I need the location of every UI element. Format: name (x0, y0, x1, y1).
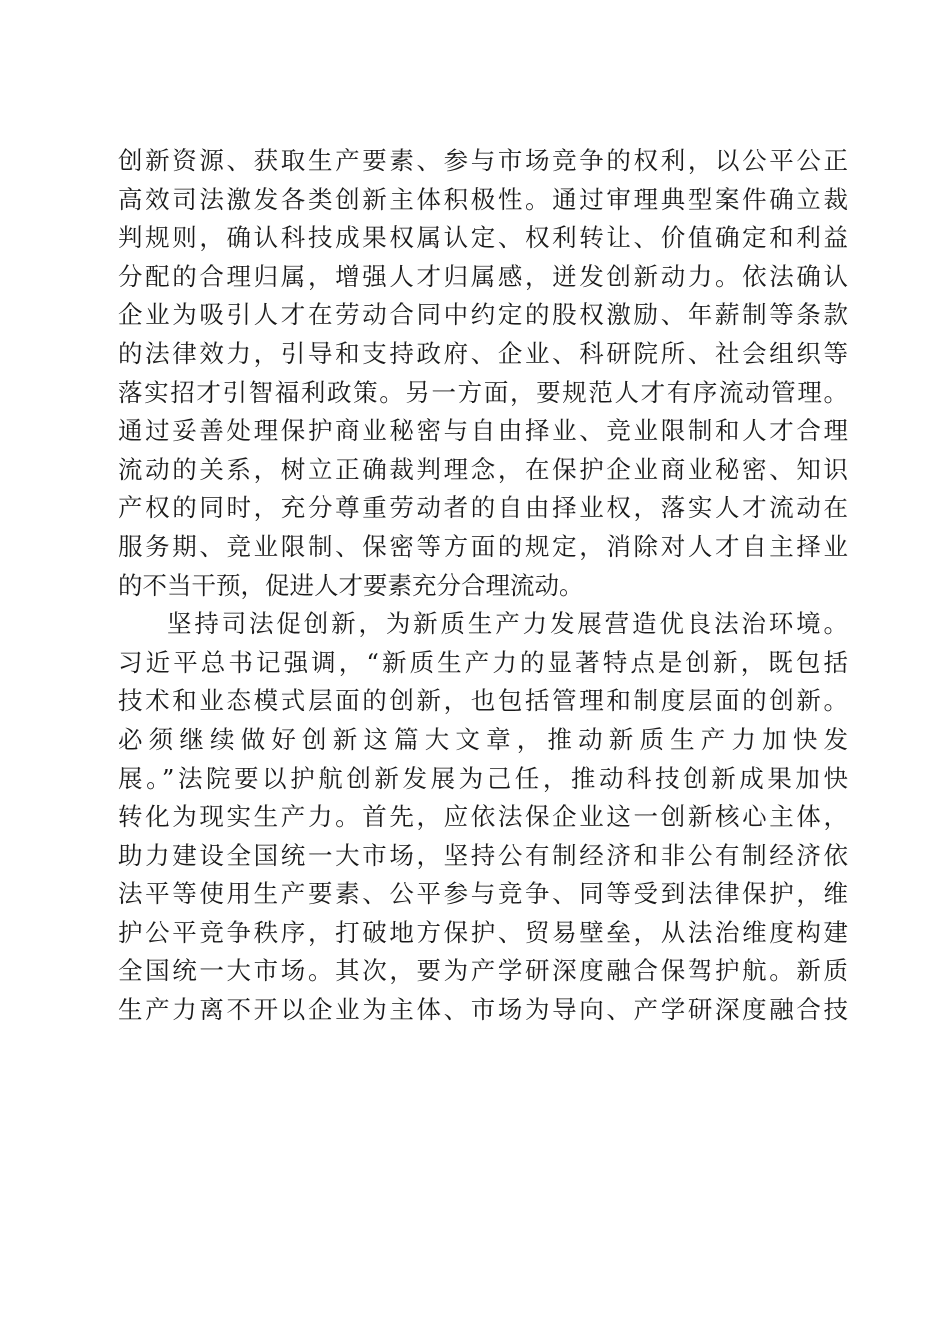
paragraph-2 (118, 605, 848, 1030)
text-line: 企业为吸引人才在劳动合同中约定的股权激励、年薪制等条款 (118, 300, 848, 330)
text-line: 法平等使用生产要素、公平参与竞争、同等受到法律保护，维 (118, 879, 848, 909)
text-line: 护公平竞争秩序，打破地方保护、贸易壁垒，从法治维度构建 (118, 917, 848, 947)
text-line: 高效司法激发各类创新主体积极性。通过审理典型案件确立裁 (118, 184, 848, 214)
text-line: 坚持司法促创新，为新质生产力发展营造优良法治环境。 (167, 609, 848, 639)
text-line: 分配的合理归属，增强人才归属感，迸发创新动力。依法确认 (118, 261, 848, 291)
text-line: 产权的同时，充分尊重劳动者的自由择业权，落实人才流动在 (118, 493, 848, 523)
text-line: 习近平总书记强调，“新质生产力的显著特点是创新，既包括 (118, 647, 848, 677)
text-line: 助力建设全国统一大市场，坚持公有制经济和非公有制经济依 (118, 840, 848, 870)
text-line: 落实招才引智福利政策。另一方面，要规范人才有序流动管理。 (118, 377, 848, 407)
text-line: 的法律效力，引导和支持政府、企业、科研院所、社会组织等 (118, 338, 848, 368)
text-line: 转化为现实生产力。首先，应依法保企业这一创新核心主体， (118, 802, 848, 832)
text-line: 流动的关系，树立正确裁判理念，在保护企业商业秘密、知识 (118, 454, 848, 484)
text-line: 创新资源、获取生产要素、参与市场竞争的权利，以公平公正 (118, 146, 848, 175)
paragraph-1 (118, 142, 848, 605)
text-line: 必须继续做好创新这篇大文章，推动新质生产力加快发 (118, 724, 848, 754)
text-line: 的不当干预，促进人才要素充分合理流动。 (118, 570, 584, 600)
text-line: 技术和业态模式层面的创新，也包括管理和制度层面的创新。 (118, 686, 848, 716)
text-line: 生产力离不开以企业为主体、市场为导向、产学研深度融合技 (118, 995, 848, 1025)
body-text (118, 142, 848, 1030)
text-line: 服务期、竞业限制、保密等方面的规定，消除对人才自主择业 (118, 531, 848, 561)
text-line: 通过妥善处理保护商业秘密与自由择业、竞业限制和人才合理 (118, 416, 848, 446)
text-line: 判规则，确认科技成果权属认定、权利转让、价值确定和利益 (118, 223, 848, 253)
text-line: 展。”法院要以护航创新发展为己任，推动科技创新成果加快 (118, 763, 848, 793)
text-line: 全国统一大市场。其次，要为产学研深度融合保驾护航。新质 (118, 956, 848, 986)
